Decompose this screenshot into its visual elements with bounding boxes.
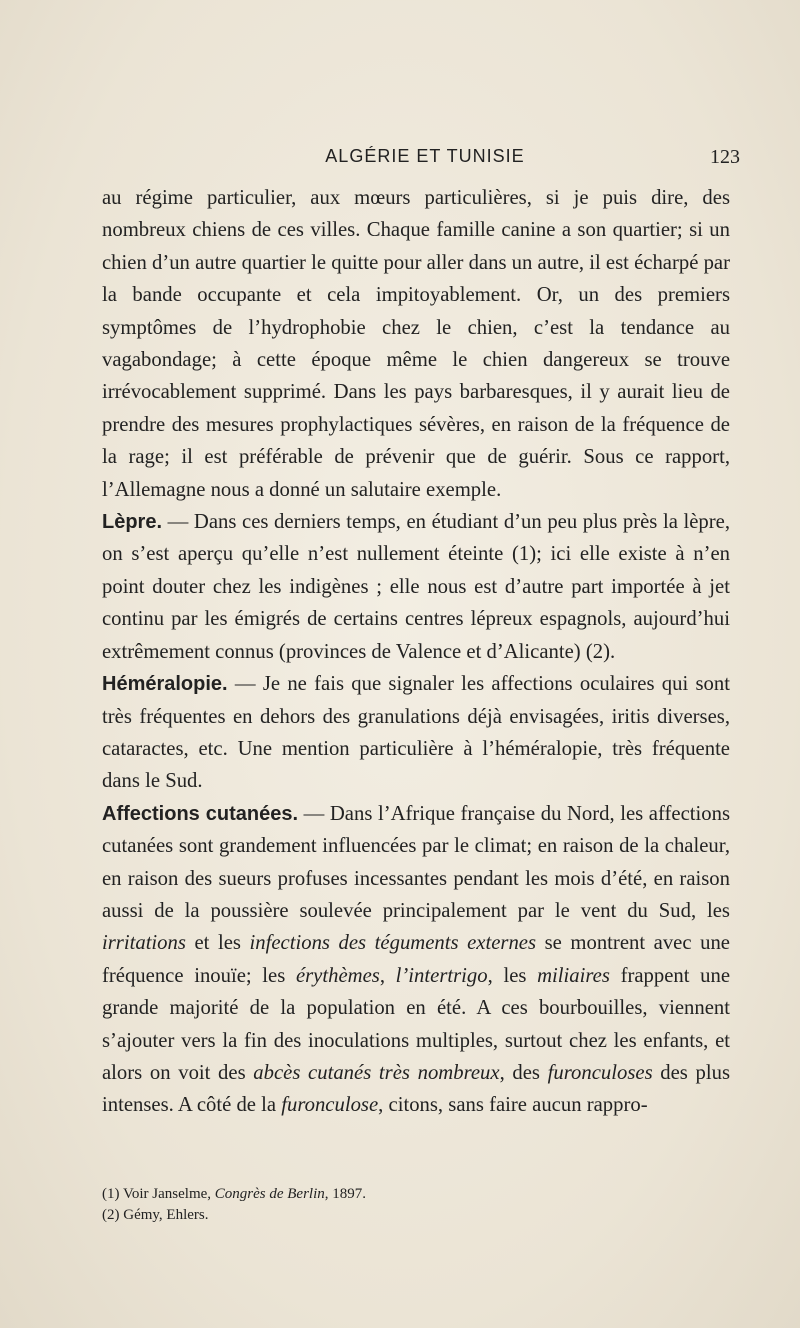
affections-text-2: et les [185, 932, 250, 955]
affections-text-3: se montrent avec une fréquence inouïe; les [102, 932, 730, 987]
paragraph-lepre [102, 506, 730, 668]
affections-italic-4: l’intertrigo [395, 964, 488, 987]
affections-text-8: des plus intenses. A côté de la [102, 1061, 731, 1117]
body-text [102, 182, 730, 1122]
paragraph-rage: au régime particulier, aux mœurs particulières, si je puis dire, des nombreux chiens de ces villes. Chaque famille canine a son quartier; si un chien d’un autre quartier le quitte pour aller dans un autre, il est écharpé par la bande occupante et cela impitoyablement. Or, un des premiers symptômes de l’hydrophobie chez le chien, c’est la tendance au vagabondage; à cette époque même le chien dangereux se trouve irrévocablement supprimé. Dans les pays barbaresques, il y aurait lieu de prendre des mesures prophylactiques sévères, en raison de la fréquence de la rage; il est préférable de prévenir que de guérir. Sous ce rapport, l’Allemagne nous a donné un salutaire exemple. [102, 187, 730, 501]
paragraph-hemeralopie [102, 668, 730, 798]
affections-italic-1: irritations [102, 932, 186, 955]
affections-text-5: , les [487, 964, 538, 987]
footnote-2: (2) Gémy, Ehlers. [102, 1207, 209, 1223]
footnote-1-title: Congrès de Berlin [214, 1186, 325, 1202]
footnotes [102, 1184, 730, 1226]
affections-italic-5: miliaires [537, 964, 610, 987]
affections-text-4: , [379, 964, 396, 987]
affections-italic-2: infections des téguments externes [249, 932, 537, 955]
paragraph-lepre-text: — Dans ces derniers temps, en étudiant d’un peu plus près la lèpre, on s’est aperçu qu’elle n’est nullement éteinte (1); ici elle existe à n’en point douter chez les indigènes ; elle nous est d’autre part importée à jet continu par les émigrés de certains centres lépreux espagnols, aujourd’hui extrêmement connus (provinces de Valence et d’Alicante) (2). [102, 511, 730, 663]
affections-text-7: , des [499, 1061, 548, 1084]
section-heading-hemeralopie: Héméralopie. [102, 673, 228, 696]
paragraph-hemeralopie-text: — Je ne fais que signaler les affections oculaires qui sont très fréquentes en dehors des granulations déjà envisagées, iritis diverses, cataractes, etc. Une mention particulière à l’héméralopie, très fréquente dans le Sud. [102, 673, 730, 793]
affections-italic-7: furonculoses [547, 1061, 653, 1084]
footnote-1 [102, 1184, 730, 1205]
page-number: 123 [710, 146, 740, 168]
affections-text-1: — Dans l’Afrique française du Nord, les affections cutanées sont grandement influencées par le climat; en raison de la chaleur, en raison des sueurs profuses incessantes pendant les mois d’été, en raison aussi de la poussière soulevée principalement par le vent du Sud, les [102, 802, 730, 922]
paragraph-affections [102, 798, 730, 1122]
affections-italic-8: furonculose [281, 1094, 379, 1117]
affections-italic-3: érythèmes [295, 964, 380, 987]
affections-text-6: frappent une grande majorité de la population en été. A ces bourbouilles, viennent s’ajouter vers la fin des inoculations multiples, surtout chez les enfants, et alors on voit des [102, 964, 731, 1084]
page-header [110, 146, 740, 176]
running-head: ALGÉRIE ET TUNISIE [325, 146, 525, 166]
section-heading-affections: Affections cutanées. [102, 802, 299, 825]
affections-text-9: , citons, sans faire aucun rappro- [378, 1094, 648, 1117]
section-heading-lepre: Lèpre. [102, 511, 163, 534]
affections-italic-6: abcès cutanés très nombreux [253, 1061, 500, 1084]
footnote-1-prefix: (1) Voir Janselme, [102, 1186, 215, 1202]
footnote-1-suffix: , 1897. [324, 1186, 367, 1202]
